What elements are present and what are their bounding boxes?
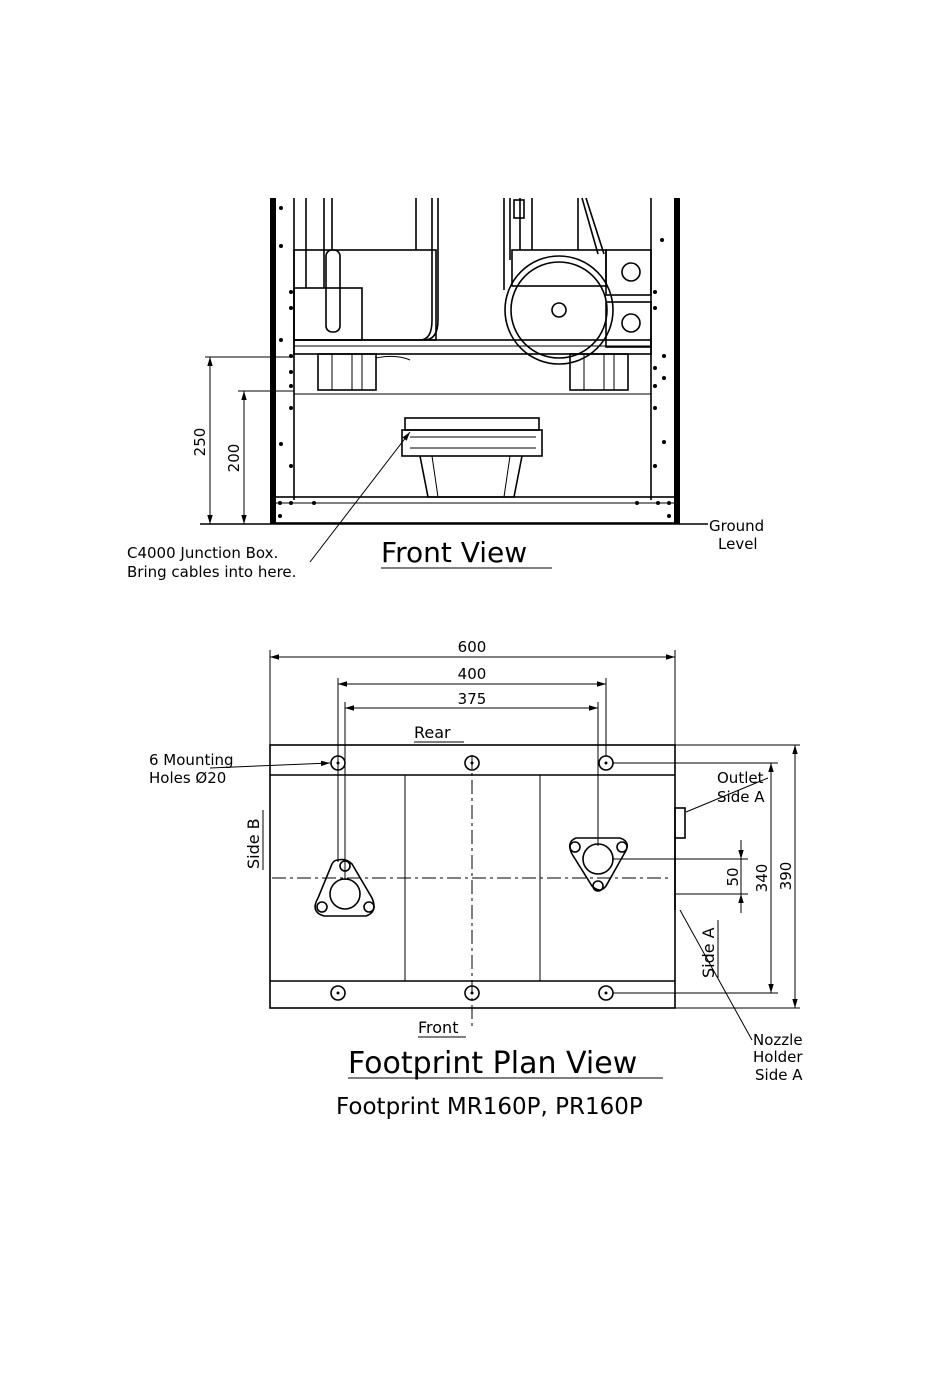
dim-600-label: 600 [457, 638, 487, 656]
plan-view [149, 638, 803, 1120]
dim-400-label: 400 [457, 665, 487, 683]
junction-label-line1: C4000 Junction Box. [127, 544, 279, 562]
mounting-label-line2: Holes Ø20 [149, 769, 227, 787]
mounting-hole [599, 986, 613, 1000]
rear-label: Rear [414, 723, 451, 742]
front-base [272, 497, 678, 523]
nozzle-label-line2: Holder [753, 1048, 803, 1066]
junction-label-line2: Bring cables into here. [127, 563, 297, 581]
outlet-label-line1: Outlet [717, 769, 764, 787]
mounting-label-line1: 6 Mounting [149, 751, 234, 769]
side-a-label: Side A [699, 927, 718, 978]
dim-250-label: 250 [191, 427, 209, 457]
nozzle-label-line3: Side A [755, 1066, 803, 1084]
left-pump-assembly [294, 198, 438, 390]
junction-box [402, 418, 542, 497]
frame-holes [279, 206, 666, 468]
dimension-200 [225, 391, 294, 524]
plan-view-subtitle: Footprint MR160P, PR160P [336, 1094, 643, 1120]
front-view [127, 198, 764, 581]
dim-375-label: 375 [457, 690, 487, 708]
nozzle-label-line1: Nozzle [753, 1031, 803, 1049]
front-label: Front [418, 1018, 459, 1037]
ground-label-line1: Ground [709, 517, 765, 535]
plan-view-title: Footprint Plan View [348, 1046, 638, 1081]
mounting-hole [331, 986, 345, 1000]
front-view-title: Front View [381, 536, 528, 569]
mounting-hole [599, 756, 613, 770]
side-b-label: Side B [244, 818, 263, 869]
dim-340-label: 340 [753, 863, 771, 893]
ground-label-line2: Level [718, 535, 758, 553]
dim-200-label: 200 [225, 443, 243, 473]
right-pump-assembly [504, 198, 651, 390]
dimension-250 [191, 357, 294, 524]
dim-390-label: 390 [777, 861, 795, 891]
outlet-label-line2: Side A [717, 788, 765, 806]
dimension-50 [612, 840, 748, 913]
dim-50-label: 50 [724, 867, 742, 887]
